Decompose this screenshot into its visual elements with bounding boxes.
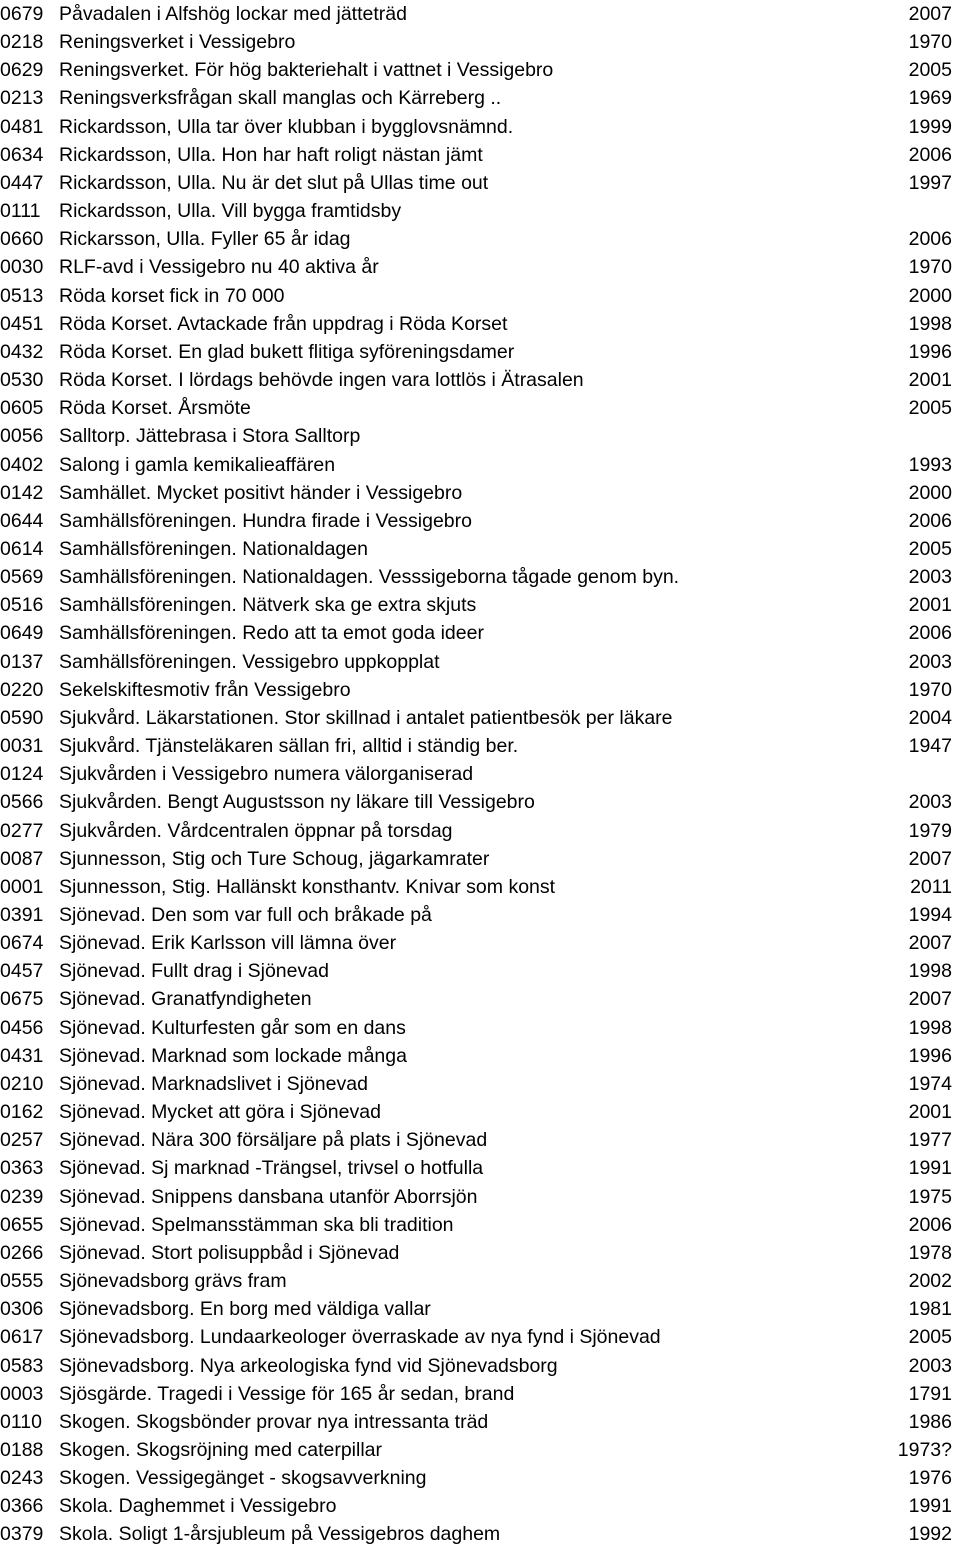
entry-year: 2005 (908, 537, 952, 560)
entry-id: 0481 (0, 115, 44, 138)
entry-id: 0456 (0, 1016, 44, 1039)
entry-year: 2003 (908, 650, 952, 673)
list-item (0, 1380, 960, 1408)
entry-year: 1981 (908, 1298, 952, 1321)
entry-year: 2006 (908, 143, 952, 166)
entry-title: Sekelskiftesmotiv från Vessigebro (59, 678, 351, 701)
entry-title: Sjönevad. Marknadslivet i Sjönevad (59, 1072, 368, 1095)
list-item (0, 28, 960, 56)
list-item (0, 985, 960, 1013)
entry-id: 0003 (0, 1382, 44, 1405)
entry-year: 2007 (908, 988, 952, 1011)
list-item (0, 732, 960, 760)
list-item (0, 817, 960, 845)
entry-id: 0660 (0, 228, 44, 251)
entry-title: Rickardsson, Ulla tar över klubban i bygglovsnämnd. (59, 115, 514, 138)
entry-id: 0629 (0, 59, 44, 82)
list-item (0, 648, 960, 676)
entry-id: 0306 (0, 1298, 44, 1321)
entry-title: Sjönevadsborg. En borg med väldiga vallar (59, 1298, 431, 1321)
entry-year: 2001 (908, 369, 952, 392)
entry-id: 0569 (0, 566, 44, 589)
entry-title: Sjönevad. Kulturfesten går som en dans (59, 1016, 406, 1039)
entry-id: 0644 (0, 509, 44, 532)
entry-year: 2001 (908, 1101, 952, 1124)
entry-year: 1947 (908, 735, 952, 758)
entry-title: Sjönevad. Stort polisuppbåd i Sjönevad (59, 1241, 400, 1264)
entry-id: 0432 (0, 340, 44, 363)
entry-title: Reningsverket i Vessigebro (59, 31, 296, 54)
entry-title: Sjönevad. Snippens dansbana utanför Aborrsjön (59, 1185, 478, 1208)
entry-id: 0605 (0, 397, 44, 420)
entry-year: 2007 (908, 847, 952, 870)
entry-id: 0220 (0, 678, 44, 701)
entry-id: 0366 (0, 1495, 44, 1518)
list-item (0, 1154, 960, 1182)
entry-year: 1976 (908, 1467, 952, 1490)
entry-year: 1992 (908, 1523, 952, 1546)
entry-year: 1993 (908, 453, 952, 476)
list-item (0, 310, 960, 338)
entry-title: Rickarsson, Ulla. Fyller 65 år idag (59, 228, 351, 251)
entry-title: Sjukvård. Läkarstationen. Stor skillnad i antalet patientbesök per läkare (59, 706, 673, 729)
list-item (0, 451, 960, 479)
list-item (0, 619, 960, 647)
entry-id: 0513 (0, 284, 44, 307)
entry-title: Påvadalen i Alfshög lockar med jätteträd (59, 3, 407, 25)
entry-id: 0031 (0, 735, 44, 758)
list-item (0, 338, 960, 366)
entry-id: 0137 (0, 650, 44, 673)
entry-id: 0142 (0, 481, 44, 504)
entry-title: Rickardsson, Ulla. Hon har haft roligt nästan jämt (59, 143, 483, 166)
entry-id: 0111 (0, 200, 41, 223)
entry-year: 1969 (908, 87, 952, 110)
list-item (0, 1267, 960, 1295)
entry-year: 1979 (908, 819, 952, 842)
entry-title: Sjönevadsborg. Lundaarkeologer överraskade av nya fynd i Sjönevad (59, 1326, 661, 1349)
entry-year: 1977 (908, 1129, 952, 1152)
entry-year: 2004 (908, 706, 952, 729)
entry-title: Sjunnesson, Stig och Ture Schoug, jägarkamrater (59, 847, 490, 870)
list-item (0, 535, 960, 563)
entry-title: Sjönevadsborg grävs fram (59, 1270, 287, 1293)
list-item (0, 788, 960, 816)
entry-id: 0124 (0, 763, 44, 786)
list-item (0, 169, 960, 197)
entry-year: 1996 (908, 1044, 952, 1067)
list-item (0, 760, 960, 788)
entry-title: Sjösgärde. Tragedi i Vessige för 165 år sedan, brand (59, 1382, 515, 1405)
entry-year: 1998 (908, 960, 952, 983)
entry-id: 0617 (0, 1326, 44, 1349)
entry-id: 0213 (0, 87, 44, 110)
list-item (0, 845, 960, 873)
entry-id: 0431 (0, 1044, 44, 1067)
entry-year: 2000 (908, 284, 952, 307)
entry-year: 2003 (908, 566, 952, 589)
entry-title: Sjukvården. Vårdcentralen öppnar på torsdag (59, 819, 453, 842)
list-item (0, 84, 960, 112)
entry-id: 0614 (0, 537, 44, 560)
entry-year: 1970 (908, 678, 952, 701)
list-item (0, 957, 960, 985)
list-item (0, 563, 960, 591)
entry-year: 1998 (908, 312, 952, 335)
entry-title: Reningsverksfrågan skall manglas och Kärreberg .. (59, 87, 502, 110)
entry-year: 1970 (908, 256, 952, 279)
entry-title: Sjönevad. Den som var full och bråkade på (59, 904, 432, 926)
entry-id: 0056 (0, 425, 44, 448)
entry-title: Samhällsföreningen. Nationaldagen (59, 537, 368, 560)
entry-id: 0257 (0, 1129, 44, 1152)
entry-title: RLF-avd i Vessigebro nu 40 aktiva år (59, 256, 379, 279)
entry-title: Skogen. Vessigegänget - skogsavverkning (59, 1467, 427, 1490)
entry-id: 0239 (0, 1185, 44, 1208)
entry-title: Röda Korset. Årsmöte (59, 397, 251, 420)
entry-title: Samhällsföreningen. Nationaldagen. Vesssigeborna tågade genom byn. (59, 566, 680, 589)
entry-id: 0266 (0, 1241, 44, 1264)
entry-title: Sjönevad. Mycket att göra i Sjönevad (59, 1101, 381, 1124)
entry-id: 0363 (0, 1157, 44, 1180)
entry-year: 2006 (908, 622, 952, 645)
list-item (0, 704, 960, 732)
entry-year: 1994 (908, 904, 952, 926)
entry-title: Sjukvården i Vessigebro numera välorganiserad (59, 763, 474, 786)
entry-title: Samhällsföreningen. Nätverk ska ge extra skjuts (59, 594, 477, 617)
entry-id: 0243 (0, 1467, 44, 1490)
entry-id: 0649 (0, 622, 44, 645)
list-item (0, 929, 960, 957)
entry-year: 1999 (908, 115, 952, 138)
list-item (0, 113, 960, 141)
entry-year: 1986 (908, 1410, 952, 1433)
entry-year: 2000 (908, 481, 952, 504)
entry-year: 1970 (908, 31, 952, 54)
entry-id: 0530 (0, 369, 44, 392)
list-item (0, 591, 960, 619)
entry-year: 1998 (908, 1016, 952, 1039)
entry-year: 1991 (908, 1157, 952, 1180)
entry-id: 0447 (0, 171, 44, 194)
list-item (0, 225, 960, 253)
entry-year: 2002 (908, 1270, 952, 1293)
list-item (0, 1014, 960, 1042)
entry-title: Röda Korset. En glad bukett flitiga syföreningsdamer (59, 340, 515, 363)
entry-id: 0030 (0, 256, 44, 279)
list-item (0, 1464, 960, 1492)
list-item (0, 282, 960, 310)
entry-title: Röda Korset. I lördags behövde ingen vara lottlös i Ätrasalen (59, 369, 584, 392)
list-item (0, 1408, 960, 1436)
entry-title: Samhällsföreningen. Hundra firade i Vessigebro (59, 509, 472, 532)
list-item (0, 422, 960, 450)
entry-year: 2001 (908, 594, 952, 617)
entry-id: 0210 (0, 1072, 44, 1095)
list-item (0, 253, 960, 281)
entry-id: 0555 (0, 1270, 44, 1293)
entry-title: Salltorp. Jättebrasa i Stora Salltorp (59, 425, 361, 448)
list-item (0, 676, 960, 704)
entry-title: Samhället. Mycket positivt händer i Vessigebro (59, 481, 463, 504)
list-item (0, 1295, 960, 1323)
entry-year: 2005 (908, 59, 952, 82)
entry-title: Sjukvården. Bengt Augustsson ny läkare till Vessigebro (59, 791, 535, 814)
entry-id: 0655 (0, 1213, 44, 1236)
list-item (0, 394, 960, 422)
entry-id: 0391 (0, 904, 44, 926)
entry-title: Skogen. Skogsröjning med caterpillar (59, 1438, 383, 1461)
list-item (0, 1211, 960, 1239)
list-item (0, 873, 960, 901)
entry-year: 1996 (908, 340, 952, 363)
list-item (0, 1239, 960, 1267)
entry-year: 2007 (908, 932, 952, 955)
entry-id: 0634 (0, 143, 44, 166)
entry-year: 2007 (908, 3, 952, 25)
list-item (0, 1183, 960, 1211)
entry-year: 1997 (908, 171, 952, 194)
entry-id: 0087 (0, 847, 44, 870)
entry-id: 0110 (0, 1410, 42, 1433)
entry-title: Samhällsföreningen. Vessigebro uppkopplat (59, 650, 440, 673)
entry-year: 2006 (908, 228, 952, 251)
list-item (0, 1098, 960, 1126)
entry-id: 0679 (0, 3, 44, 25)
entry-title: Salong i gamla kemikalieaffären (59, 453, 336, 476)
list-item (0, 1492, 960, 1520)
list-item (0, 507, 960, 535)
entry-id: 0277 (0, 819, 44, 842)
entry-title: Sjönevad. Marknad som lockade många (59, 1044, 407, 1067)
entry-id: 0451 (0, 312, 44, 335)
entry-title: Skola. Daghemmet i Vessigebro (59, 1495, 337, 1518)
entry-id: 0590 (0, 706, 44, 729)
list-item (0, 1520, 960, 1548)
entry-year: 1978 (908, 1241, 952, 1264)
list-item (0, 1070, 960, 1098)
list-item (0, 366, 960, 394)
entry-id: 0001 (0, 875, 44, 898)
entry-title: Skola. Soligt 1-årsjubleum på Vessigebros daghem (59, 1523, 501, 1546)
entry-title: Skogen. Skogsbönder provar nya intressanta träd (59, 1410, 489, 1433)
entry-id: 0675 (0, 988, 44, 1011)
entry-id: 0516 (0, 594, 44, 617)
entry-title: Sjukvård. Tjänsteläkaren sällan fri, alltid i ständig ber. (59, 735, 519, 758)
entry-year: 2005 (908, 1326, 952, 1349)
entry-id: 0583 (0, 1354, 44, 1377)
entry-year: 1973? (897, 1438, 952, 1461)
entry-year: 2006 (908, 1213, 952, 1236)
list-item (0, 1042, 960, 1070)
entry-title: Röda Korset. Avtackade från uppdrag i Röda Korset (59, 312, 508, 335)
entry-title: Sjönevad. Fullt drag i Sjönevad (59, 960, 329, 983)
entry-id: 0674 (0, 932, 44, 955)
entry-year: 2003 (908, 791, 952, 814)
entry-title: Sjönevad. Nära 300 försäljare på plats i Sjönevad (59, 1129, 488, 1152)
list-item (0, 901, 960, 929)
list-item (0, 0, 960, 28)
list-item (0, 1126, 960, 1154)
list-item (0, 141, 960, 169)
entry-title: Röda korset fick in 70 000 (59, 284, 285, 307)
list-item (0, 1352, 960, 1380)
entry-title: Sjönevad. Sj marknad -Trängsel, trivsel o hotfulla (59, 1157, 484, 1180)
entry-id: 0162 (0, 1101, 44, 1124)
list-item (0, 197, 960, 225)
entry-year: 1975 (908, 1185, 952, 1208)
entry-title: Rickardsson, Ulla. Vill bygga framtidsby (59, 200, 402, 223)
entry-year: 1974 (908, 1072, 952, 1095)
entry-title: Samhällsföreningen. Redo att ta emot goda ideer (59, 622, 484, 645)
entry-year: 1791 (908, 1382, 952, 1405)
entry-id: 0188 (0, 1438, 44, 1461)
entry-title: Sjunnesson, Stig. Hallänskt konsthantv. Knivar som konst (59, 875, 556, 898)
entry-id: 0218 (0, 31, 44, 54)
entry-title: Reningsverket. För hög bakteriehalt i vattnet i Vessigebro (59, 59, 554, 82)
entry-title: Sjönevad. Spelmansstämman ska bli tradition (59, 1213, 454, 1236)
list-item (0, 56, 960, 84)
entry-year: 2005 (908, 397, 952, 420)
entry-year: 2006 (908, 509, 952, 532)
entry-year: 1991 (908, 1495, 952, 1518)
list-item (0, 479, 960, 507)
entry-title: Sjönevad. Granatfyndigheten (59, 988, 312, 1011)
entry-year: 2003 (908, 1354, 952, 1377)
entry-title: Sjönevadsborg. Nya arkeologiska fynd vid Sjönevadsborg (59, 1354, 558, 1377)
entry-id: 0457 (0, 960, 44, 983)
list-item (0, 1323, 960, 1351)
entry-title: Sjönevad. Erik Karlsson vill lämna över (59, 932, 397, 955)
entry-title: Rickardsson, Ulla. Nu är det slut på Ullas time out (59, 171, 489, 194)
entry-year: 2011 (910, 875, 952, 898)
entry-id: 0402 (0, 453, 44, 476)
entry-id: 0379 (0, 1523, 44, 1546)
entry-id: 0566 (0, 791, 44, 814)
list-item (0, 1436, 960, 1464)
